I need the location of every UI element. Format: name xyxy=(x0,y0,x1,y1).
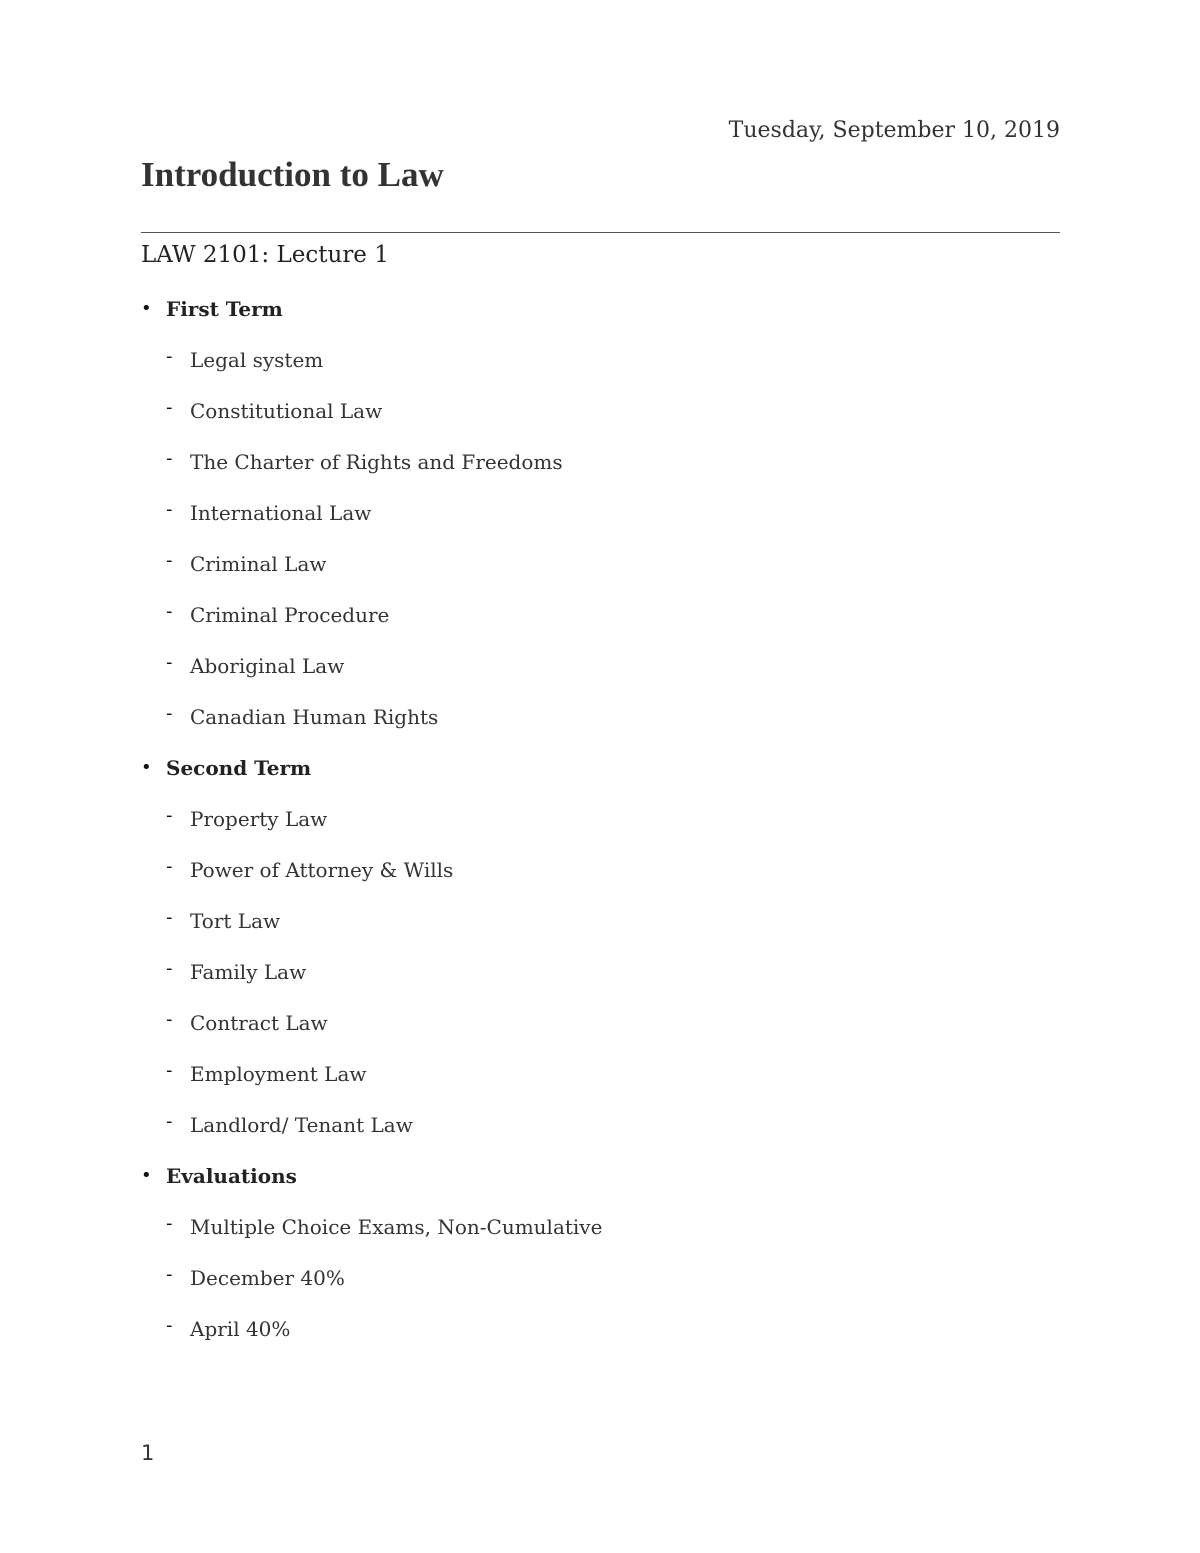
list-item xyxy=(141,1263,1060,1293)
lecture-heading: LAW 2101: Lecture 1 xyxy=(141,242,389,268)
section-evaluations xyxy=(141,1161,1060,1344)
topic-label: Criminal Law xyxy=(190,552,327,576)
list-item xyxy=(141,498,1060,528)
list-item xyxy=(141,702,1060,732)
topic-label: The Charter of Rights and Freedoms xyxy=(190,450,563,474)
dash-icon: - xyxy=(166,1059,173,1081)
dash-icon: - xyxy=(166,804,173,826)
list-item xyxy=(141,345,1060,375)
list-item xyxy=(141,447,1060,477)
section-header xyxy=(141,294,1060,324)
topic-list xyxy=(141,1212,1060,1344)
list-item xyxy=(141,906,1060,936)
dash-icon: - xyxy=(166,447,173,469)
topic-label: Multiple Choice Exams, Non-Cumulative xyxy=(190,1215,603,1239)
section-label: First Term xyxy=(166,297,283,321)
topic-label: December 40% xyxy=(190,1266,345,1290)
dash-icon: - xyxy=(166,702,173,724)
section-label: Evaluations xyxy=(166,1164,297,1188)
topic-label: Contract Law xyxy=(190,1011,328,1035)
dash-icon: - xyxy=(166,1314,173,1336)
section-first-term xyxy=(141,294,1060,732)
dash-icon: - xyxy=(166,1008,173,1030)
topic-label: Power of Attorney & Wills xyxy=(190,858,454,882)
list-item xyxy=(141,651,1060,681)
dash-icon: - xyxy=(166,345,173,367)
dash-icon: - xyxy=(166,855,173,877)
title-divider xyxy=(141,232,1060,233)
list-item xyxy=(141,1059,1060,1089)
section-label: Second Term xyxy=(166,756,312,780)
dash-icon: - xyxy=(166,498,173,520)
list-item xyxy=(141,804,1060,834)
topic-list xyxy=(141,804,1060,1140)
section-second-term xyxy=(141,753,1060,1140)
list-item xyxy=(141,1212,1060,1242)
topic-list xyxy=(141,345,1060,732)
dash-icon: - xyxy=(166,651,173,673)
dash-icon: - xyxy=(166,1212,173,1234)
course-outline xyxy=(141,294,1060,1365)
list-item xyxy=(141,549,1060,579)
list-item xyxy=(141,600,1060,630)
dash-icon: - xyxy=(166,396,173,418)
section-header xyxy=(141,753,1060,783)
dash-icon: - xyxy=(166,906,173,928)
section-header xyxy=(141,1161,1060,1191)
topic-label: Criminal Procedure xyxy=(190,603,390,627)
list-item xyxy=(141,855,1060,885)
topic-label: Property Law xyxy=(190,807,328,831)
page-number: 1 xyxy=(141,1441,155,1465)
topic-label: Employment Law xyxy=(190,1062,367,1086)
list-item xyxy=(141,1314,1060,1344)
topic-label: Landlord/ Tenant Law xyxy=(190,1113,413,1137)
topic-label: Canadian Human Rights xyxy=(190,705,439,729)
list-item xyxy=(141,1008,1060,1038)
bullet-icon: • xyxy=(141,757,152,778)
topic-label: Constitutional Law xyxy=(190,399,383,423)
topic-label: April 40% xyxy=(190,1317,291,1341)
document-date: Tuesday, September 10, 2019 xyxy=(728,118,1060,143)
dash-icon: - xyxy=(166,957,173,979)
topic-label: Aboriginal Law xyxy=(190,654,345,678)
list-item xyxy=(141,1110,1060,1140)
list-item xyxy=(141,396,1060,426)
dash-icon: - xyxy=(166,1110,173,1132)
topic-label: Family Law xyxy=(190,960,307,984)
list-item xyxy=(141,957,1060,987)
topic-label: Legal system xyxy=(190,348,324,372)
dash-icon: - xyxy=(166,600,173,622)
topic-label: International Law xyxy=(190,501,372,525)
document-title: Introduction to Law xyxy=(141,155,444,194)
dash-icon: - xyxy=(166,549,173,571)
bullet-icon: • xyxy=(141,1165,152,1186)
dash-icon: - xyxy=(166,1263,173,1285)
topic-label: Tort Law xyxy=(190,909,281,933)
bullet-icon: • xyxy=(141,298,152,319)
